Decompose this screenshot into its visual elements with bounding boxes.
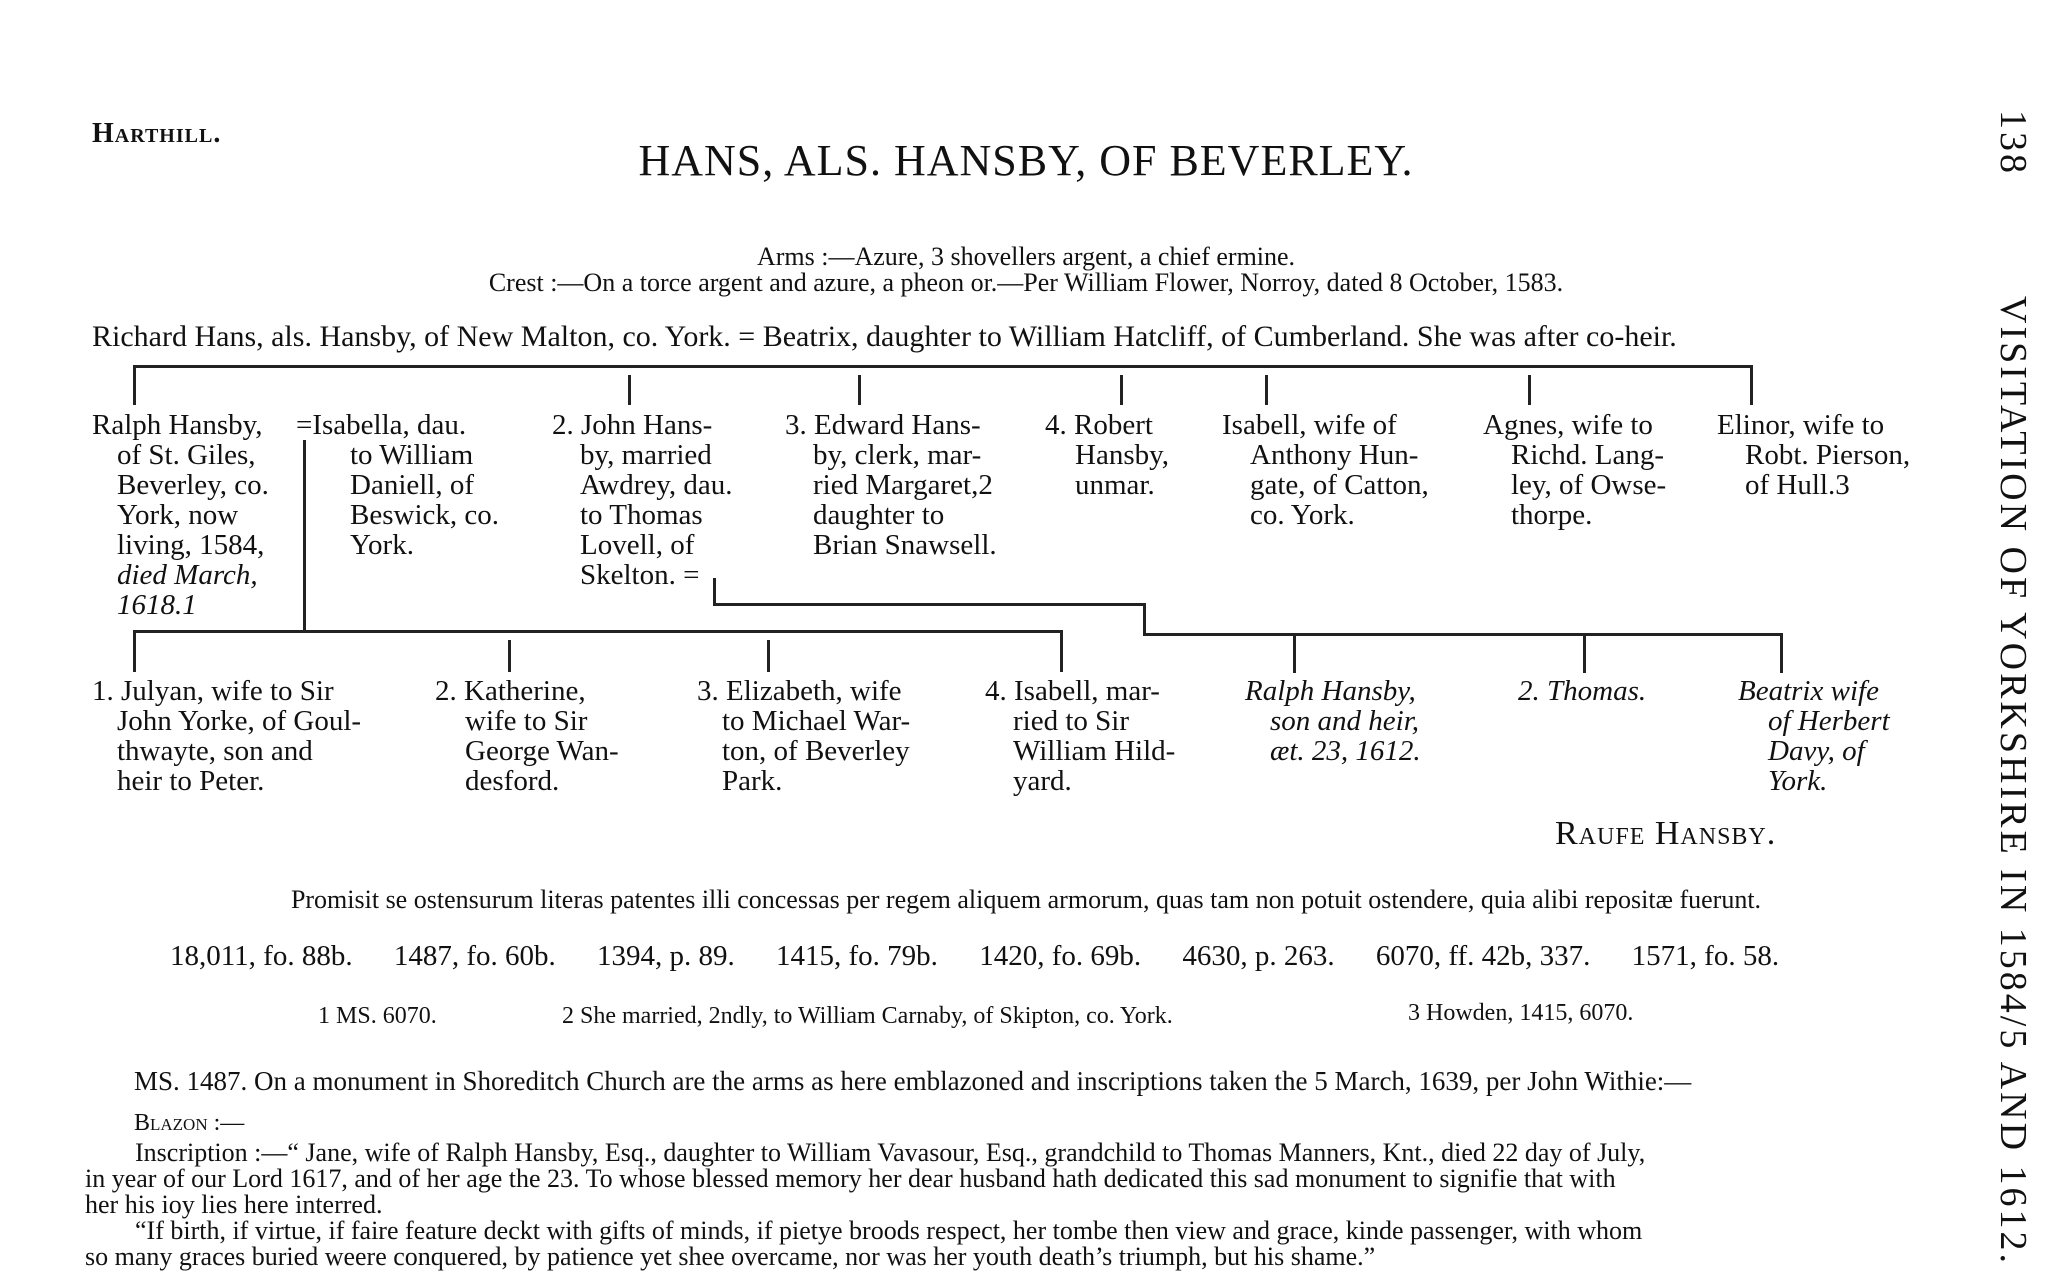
gen2-drop	[1750, 365, 1753, 405]
person-ralph-hansby: Ralph Hansby, of St. Giles, Beverley, co. York, now living, 1584, died March, 1618.1	[92, 409, 269, 621]
gen3-connector-ralph	[133, 630, 1063, 633]
gen2-connector	[133, 365, 1753, 368]
inscription	[85, 1140, 1915, 1270]
gen3-drop	[1583, 633, 1586, 673]
person-thomas-hansby: 2. Thomas.	[1518, 675, 1647, 707]
promisit-note: Promisit se ostensurum literas patentes illi concessas per regem aliquem armorum, quas tam non potuit ostendere, quia alibi repositæ fuerunt.	[290, 885, 1762, 914]
person-beatrix-davy: Beatrix wife of Herbert Davy, of York.	[1738, 675, 1890, 797]
gen3-drop	[1293, 633, 1296, 673]
ms-reference: 6070, ff. 42b, 337.	[1375, 940, 1591, 972]
ms-reference: 1487, fo. 60b.	[393, 940, 556, 972]
ms-reference: 1571, fo. 58.	[1631, 940, 1780, 972]
person-katherine-wandesford: 2. Katherine, wife to Sir George Wan- desford.	[435, 675, 619, 797]
person-julyan-yorke: 1. Julyan, wife to Sir John Yorke, of Goul- thwayte, son and heir to Peter.	[92, 675, 362, 797]
page-title: HANS, ALS. HANSBY, OF BEVERLEY.	[638, 136, 1414, 185]
inscription-line: Inscription :—“ Jane, wife of Ralph Hansby, Esq., daughter to William Vavasour, Esq., grandchild to Thomas Manners, Knt., died 22 day of July,	[135, 1138, 1646, 1167]
ms-reference: 1394, p. 89.	[597, 940, 735, 972]
john-issue-line	[1143, 603, 1146, 633]
ms-reference: 1420, fo. 69b.	[979, 940, 1142, 972]
footnote-2: 2 She married, 2ndly, to William Carnaby, of Skipton, co. York.	[562, 1003, 1173, 1029]
region-label: Harthill.	[92, 118, 222, 149]
person-agnes-langley: Agnes, wife to Richd. Lang- ley, of Owse- thorpe.	[1483, 409, 1667, 531]
person-robert-hansby: 4. Robert Hansby, unmar.	[1045, 409, 1169, 501]
verse-line: so many graces buried weere conquered, by patience yet shee overcame, nor was her youth death’s triumph, but his shame.”	[85, 1242, 1376, 1271]
monument-note: MS. 1487. On a monument in Shoreditch Church are the arms as here emblazoned and inscriptions taken the 5 March, 1639, per John Withie:—	[134, 1066, 1692, 1096]
person-ralph-hansby-heir: Ralph Hansby, son and heir, æt. 23, 1612.	[1245, 675, 1421, 767]
inscription-line: in year of our Lord 1617, and of her age the 23. To whose blessed memory her dear husband hath dedicated this sad monument to signifie that with	[85, 1164, 1616, 1193]
john-issue-line	[713, 603, 1143, 606]
gen2-drop	[133, 365, 136, 405]
verse-line: “If birth, if virtue, if faire feature deckt with gifts of minds, if pietye broods respect, her tombe then view and grace, kinde passenger, with whom	[135, 1216, 1643, 1245]
crest-line: Crest :—On a torce argent and azure, a pheon or.—Per William Flower, Norroy, dated 8 October, 1583.	[488, 268, 1564, 297]
person-edward-hansby: 3. Edward Hans- by, clerk, mar- ried Margaret,2 daughter to Brian Snawsell.	[785, 409, 997, 561]
gen3-drop	[1060, 630, 1063, 672]
gen3-drop	[767, 640, 770, 672]
person-isabell-hungate: Isabell, wife of Anthony Hun- gate, of Catton, co. York.	[1222, 409, 1429, 531]
john-issue-line	[713, 578, 716, 603]
person-isabella-daniell: =Isabella, dau. to William Daniell, of Beswick, co. York.	[296, 409, 499, 561]
gen3-drop	[508, 640, 511, 672]
running-title: VISITATION OF YORKSHIRE IN 1584/5 AND 1612.	[1992, 296, 2034, 1267]
gen2-drop	[1120, 375, 1123, 405]
person-elinor-pierson: Elinor, wife to Robt. Pierson, of Hull.3	[1717, 409, 1911, 501]
ms-reference: 4630, p. 263.	[1182, 940, 1335, 972]
ms-reference: 18,011, fo. 88b.	[170, 940, 353, 972]
gen3-drop	[1780, 633, 1783, 673]
gen2-drop	[1265, 375, 1268, 405]
gen2-drop	[628, 375, 631, 405]
ms-reference: 1415, fo. 79b.	[776, 940, 938, 972]
person-elizabeth-warton: 3. Elizabeth, wife to Michael War- ton, of Beverley Park.	[697, 675, 911, 797]
inscription-line: her his ioy lies here interred.	[85, 1190, 383, 1219]
ms-references	[170, 940, 1813, 973]
root-marriage: Richard Hans, als. Hansby, of New Malton, co. York. = Beatrix, daughter to William Hatcliff, of Cumberland. She was after co-heir.	[92, 320, 1677, 353]
footnote-1: 1 MS. 6070.	[318, 1003, 437, 1029]
signature: Raufe Hansby.	[1555, 815, 1777, 852]
blazon-label: Blazon :—	[134, 1110, 245, 1136]
person-isabell-hildyard: 4. Isabell, mar- ried to Sir William Hild- yard.	[985, 675, 1176, 797]
gen3-drop	[133, 630, 136, 672]
gen2-drop	[858, 375, 861, 405]
arms-line: Arms :—Azure, 3 shovellers argent, a chief ermine.	[756, 242, 1296, 271]
footnote-3: 3 Howden, 1415, 6070.	[1408, 1000, 1634, 1026]
gen2-drop	[1528, 375, 1531, 405]
page-number: 138	[1992, 110, 2034, 176]
gen3-connector-john	[1143, 633, 1783, 636]
person-john-hansby: 2. John Hans- by, married Awdrey, dau. to Thomas Lovell, of Skelton. =	[552, 409, 733, 591]
